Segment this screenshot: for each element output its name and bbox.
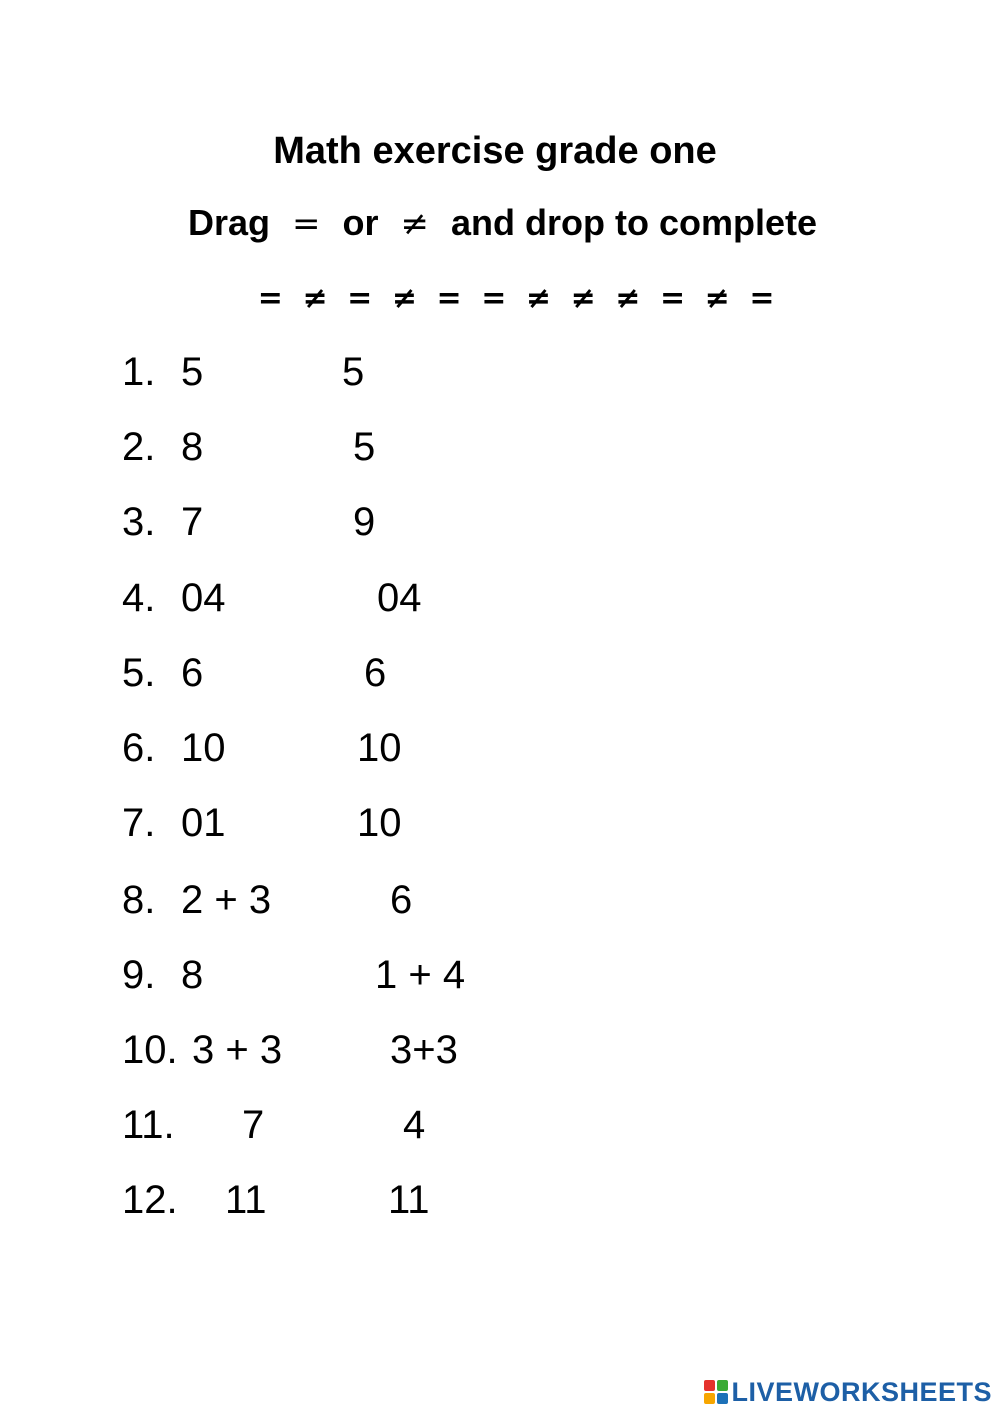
exercise-number: 2. [122,425,156,469]
drag-symbol[interactable]: = [257,281,283,316]
exercise-row [0,573,1000,623]
exercise-number: 9. [122,953,156,997]
left-operand: 11 [225,1178,267,1222]
right-operand: 4 [403,1103,426,1147]
drag-symbol[interactable]: ≠ [391,281,417,316]
exercise-number: 10. [122,1028,178,1072]
drop-zone[interactable] [292,1027,362,1073]
page-title: Math exercise grade one [273,130,717,172]
logo-square [704,1380,715,1391]
logo-square [704,1393,715,1404]
exercise-number: 5. [122,651,156,695]
left-operand: 7 [181,500,204,544]
instruction-or: or [342,202,379,243]
drop-zone[interactable] [265,575,335,621]
drag-symbol[interactable]: = [659,281,686,316]
drop-zone[interactable] [290,1177,360,1223]
right-operand: 11 [388,1178,430,1222]
left-operand: 7 [242,1103,265,1147]
left-operand: 2 + 3 [181,878,272,922]
exercise-row [0,422,1000,472]
exercise-row [0,1175,1000,1225]
exercise-row [0,648,1000,698]
exercise-number: 8. [122,878,156,922]
right-operand: 3+3 [390,1028,458,1072]
right-operand: 6 [364,651,387,695]
exercise-row [0,798,1000,848]
drop-zone[interactable] [245,349,315,395]
drop-zone[interactable] [300,1102,370,1148]
drag-symbol[interactable]: = [481,281,507,316]
liveworksheets-logo-icon [704,1380,728,1404]
right-operand: 10 [357,801,402,845]
drag-symbol[interactable]: = [436,281,462,316]
exercise-number: 3. [122,500,156,544]
left-operand: 3 + 3 [192,1028,283,1072]
not-equal-symbol: ≠ [400,204,429,244]
instruction-suffix: and drop to complete [451,202,818,243]
logo-square [717,1380,728,1391]
left-operand: 10 [181,726,226,770]
exercise-row [0,1025,1000,1075]
drag-symbol[interactable]: = [749,281,775,316]
right-operand: 10 [357,726,402,770]
equal-symbol: = [292,204,321,244]
brand-name: LIVEWORKSHEETS [731,1376,992,1407]
drop-zone[interactable] [256,650,326,696]
exercise-row [0,875,1000,925]
left-operand: 8 [181,425,204,469]
instruction-prefix: Drag [187,202,270,243]
exercise-row [0,723,1000,773]
drop-zone[interactable] [250,424,320,470]
left-operand: 8 [181,953,204,997]
left-operand: 5 [181,350,204,394]
drag-symbol[interactable]: ≠ [615,281,641,316]
drag-symbol[interactable]: ≠ [302,281,328,316]
exercise-number: 4. [122,576,156,620]
liveworksheets-brand [704,1375,992,1409]
drop-zone[interactable] [268,952,338,998]
exercise-number: 7. [122,801,156,845]
logo-square [717,1393,728,1404]
symbol-bank [248,276,784,322]
right-operand: 04 [377,576,422,620]
drop-zone[interactable] [250,499,320,545]
drag-symbol[interactable]: ≠ [704,281,730,316]
right-operand: 1 + 4 [375,953,466,997]
drag-symbol[interactable]: ≠ [570,281,596,316]
exercise-number: 6. [122,726,156,770]
exercise-row [0,497,1000,547]
right-operand: 5 [342,350,365,394]
exercise-row [0,950,1000,1000]
drag-symbol[interactable]: = [347,281,373,316]
exercise-row [0,347,1000,397]
exercise-number: 1. [122,350,156,394]
exercise-number: 11. [122,1103,175,1147]
exercise-row [0,1100,1000,1150]
exercise-number: 12. [122,1178,178,1222]
left-operand: 6 [181,651,204,695]
drop-zone[interactable] [288,877,358,923]
right-operand: 5 [353,425,376,469]
left-operand: 01 [181,801,226,845]
right-operand: 9 [353,500,376,544]
left-operand: 04 [181,576,226,620]
drop-zone[interactable] [260,725,330,771]
drag-symbol[interactable]: ≠ [525,281,552,316]
right-operand: 6 [390,878,413,922]
instruction-line [0,198,1000,249]
drop-zone[interactable] [260,800,330,846]
